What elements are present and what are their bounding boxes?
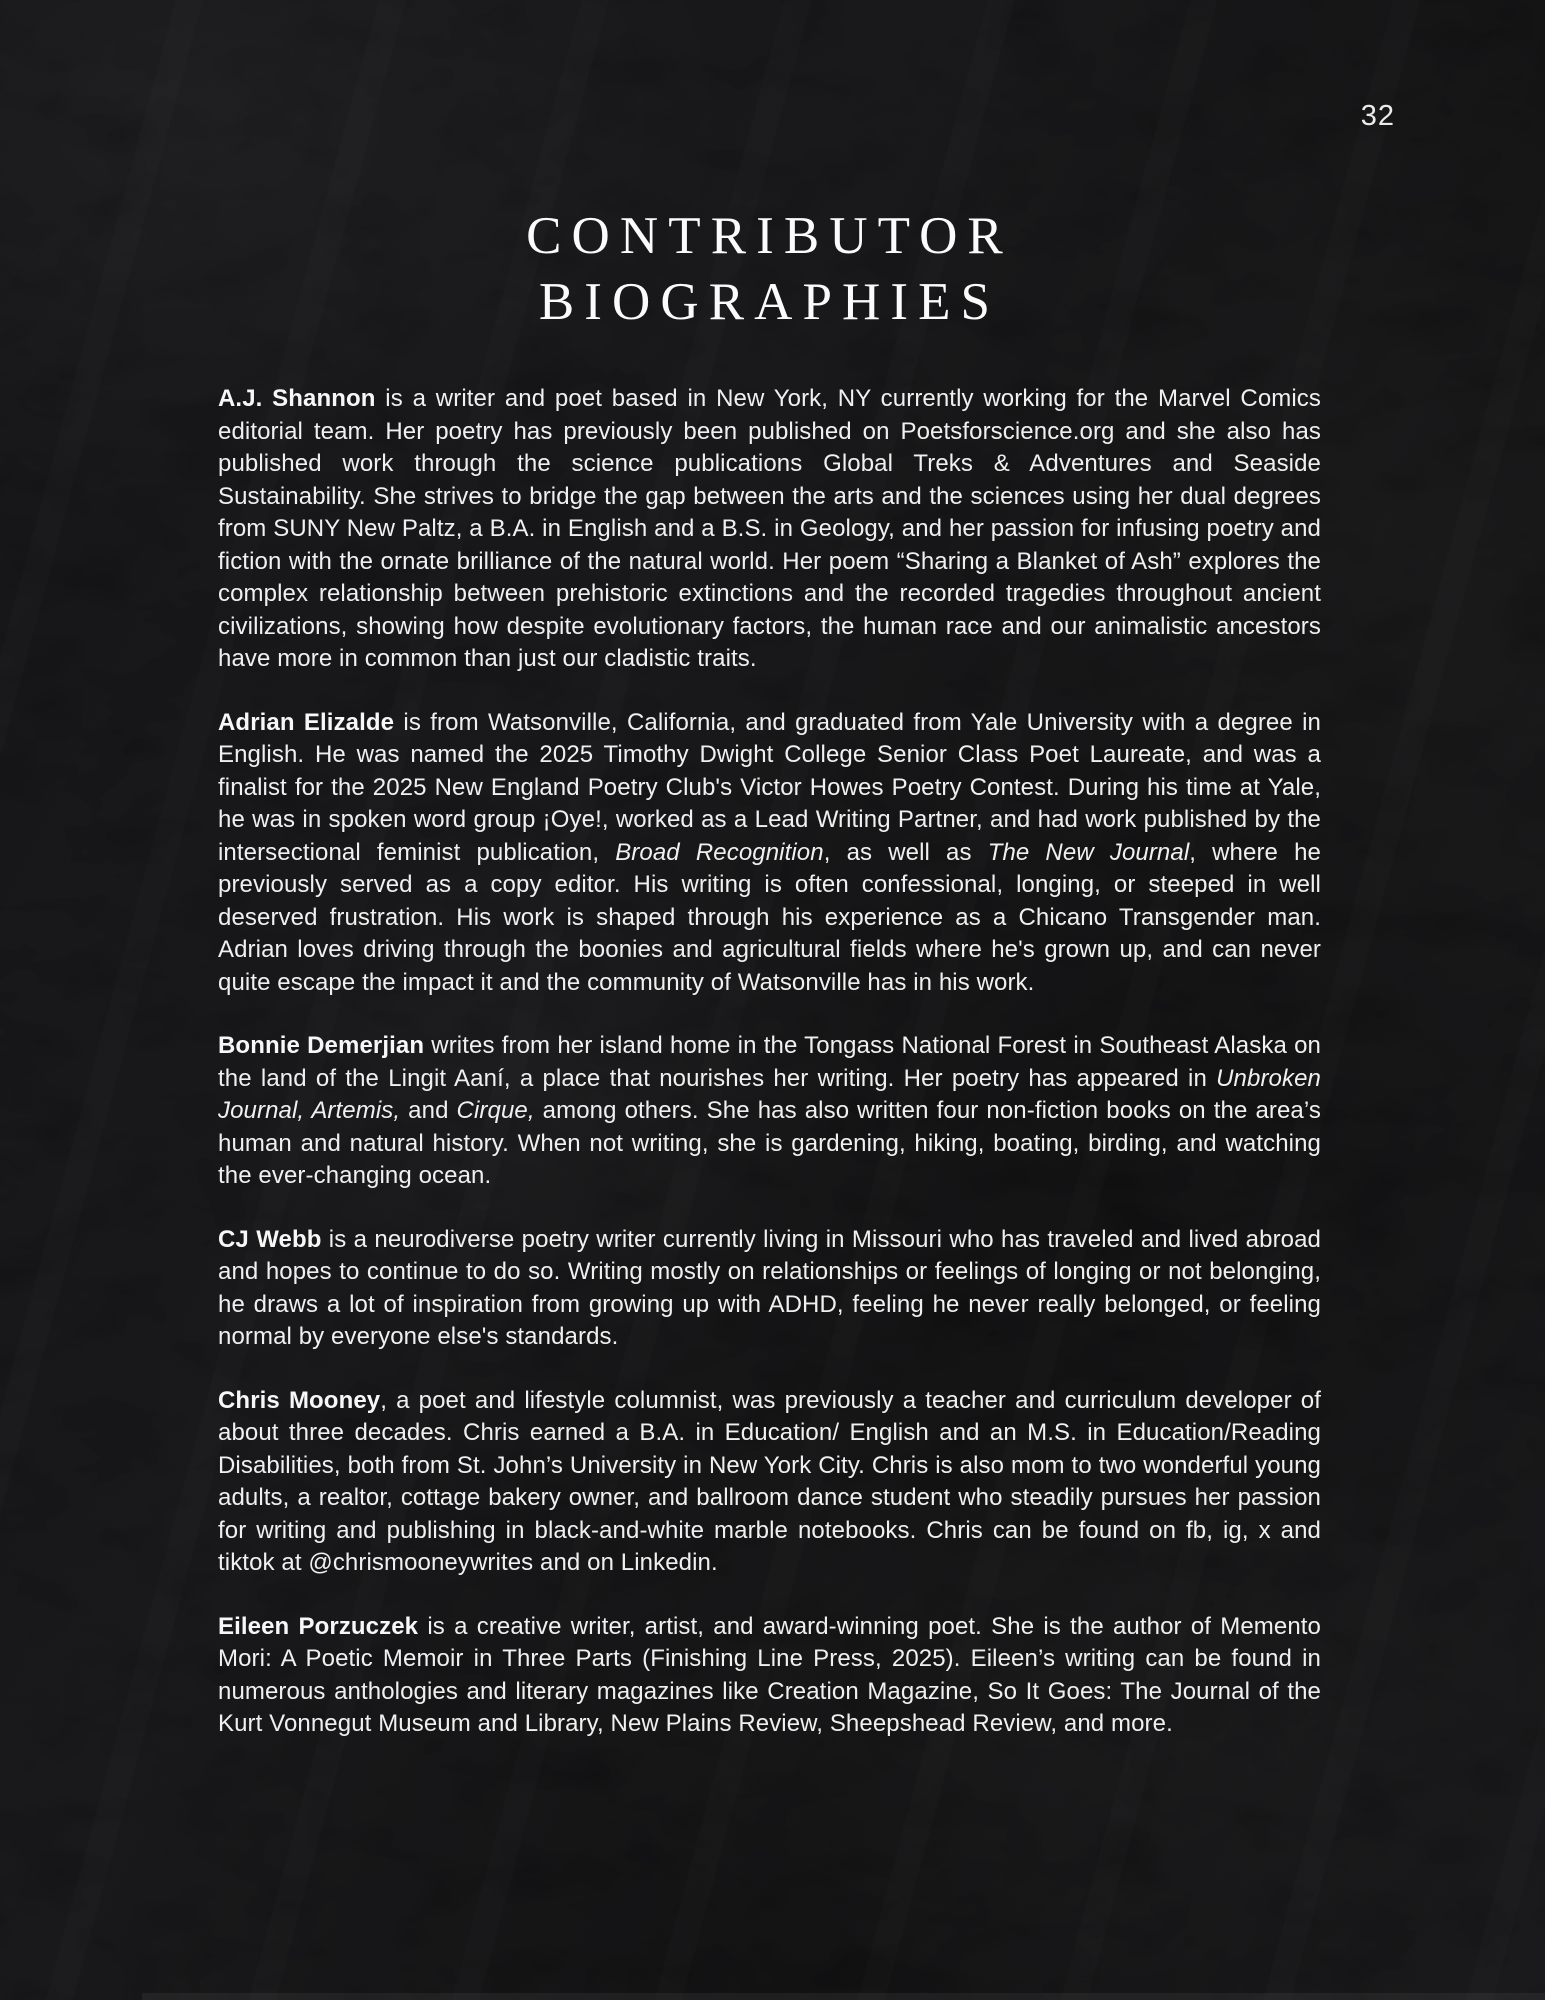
content-column	[218, 0, 1321, 1772]
bio-text: , as well as	[823, 838, 988, 866]
bio-paragraph	[218, 383, 1321, 676]
page-title-line1: CONTRIBUTOR	[526, 207, 1013, 265]
page-title-line2: BIOGRAPHIES	[538, 273, 1001, 331]
bio-text: is a writer and poet based in New York, NY currently working for the Marvel Comics editorial team. Her poetry has previously been published on Poetsforscience.org and she also has published work through the science publications Global Treks & Adventures and Seaside Sustainability. She strives to bridge the gap between the arts and the sciences using her dual degrees from SUNY New Paltz, a B.A. in English and a B.S. in Geology, and her passion for infusing poetry and fiction with the ornate brilliance of the natural world. Her poem “Sharing a Blanket of Ash” explores the complex relationship between prehistoric extinctions and the recorded tragedies throughout ancient civilizations, showing how despite evolutionary factors, the human race and our animalistic ancestors have more in common than just our cladistic traits.	[218, 385, 1321, 672]
page-bottom-edge	[142, 1993, 1545, 2000]
publication-title: Unbroken Journal, Artemis,	[218, 1064, 1321, 1124]
bio-author-name: Adrian Elizalde	[218, 708, 395, 736]
bio-text: among others. She has also written four non-fiction books on the area’s human and natural history. When not writing, she is gardening, hiking, boating, birding, and watching the ever-changing ocean.	[218, 1097, 1321, 1189]
bio-text: writes from her island home in the Tongass National Forest in Southeast Alaska on the land of the Lingit Aaní, a place that nourishes her writing. Her poetry has appeared in	[218, 1032, 1321, 1092]
bio-paragraph	[218, 1030, 1321, 1193]
bio-paragraph	[218, 707, 1321, 1000]
publication-title: Cirque,	[456, 1097, 535, 1124]
bio-author-name: CJ Webb	[218, 1225, 322, 1253]
bio-text: is a creative writer, artist, and award-winning poet. She is the author of Memento Mori: A Poetic Memoir in Three Parts (Finishing Line Press, 2025). Eileen’s writing can be found in numerous anthologies and literary magazines like Creation Magazine, So It Goes: The Journal of the Kurt Vonnegut Museum and Library, New Plains Review, Sheepshead Review, and more.	[218, 1612, 1321, 1737]
publication-title: Broad Recognition	[615, 838, 824, 866]
page-number: 32	[1360, 100, 1395, 132]
bio-text: is a neurodiverse poetry writer currently living in Missouri who has traveled and lived abroad and hopes to continue to do so. Writing mostly on relationships or feelings of longing or not belonging, he draws a lot of inspiration from growing up with ADHD, feeling he never really belonged, or feeling normal by everyone else's standards.	[218, 1225, 1321, 1350]
bio-author-name: A.J. Shannon	[218, 385, 376, 412]
bio-author-name: Bonnie Demerjian	[218, 1032, 425, 1059]
bio-paragraph	[218, 1611, 1321, 1741]
bio-text: is from Watsonville, California, and graduated from Yale University with a degree in English. He was named the 2025 Timothy Dwight College Senior Class Poet Laureate, and was a finalist for the 2025 New England Poetry Club's Victor Howes Poetry Contest. During his time at Yale, he was in spoken word group ¡Oye!, worked as a Lead Writing Partner, and had work published by the intersectional feminist publication,	[218, 708, 1321, 866]
bio-list	[218, 383, 1321, 1741]
bio-text: , where he previously served as a copy editor. His writing is often confessional, longing, or steeped in well deserved frustration. His work is shaped through his experience as a Chicano Transgender man. Adrian loves driving through the boonies and agricultural fields where he's grown up, and can never quite escape the impact it and the community of Watsonville has in his work.	[218, 838, 1321, 996]
bio-paragraph	[218, 1385, 1321, 1580]
bio-paragraph	[218, 1224, 1321, 1354]
page-title	[218, 203, 1321, 335]
publication-title: The New Journal	[987, 838, 1190, 866]
bio-author-name: Eileen Porzuczek	[218, 1612, 419, 1640]
bio-author-name: Chris Mooney	[218, 1386, 381, 1414]
bio-text: and	[400, 1097, 457, 1124]
bio-text: , a poet and lifestyle columnist, was previously a teacher and curriculum developer of about three decades. Chris earned a B.A. in Education/ English and an M.S. in Education/Reading Disabilities, both from St. John’s University in New York City. Chris is also mom to two wonderful young adults, a realtor, cottage bakery owner, and ballroom dance student who steadily pursues her passion for writing and publishing in black-and-white marble notebooks. Chris can be found on fb, ig, x and tiktok at @chrismooneywrites and on Linkedin.	[218, 1386, 1321, 1576]
